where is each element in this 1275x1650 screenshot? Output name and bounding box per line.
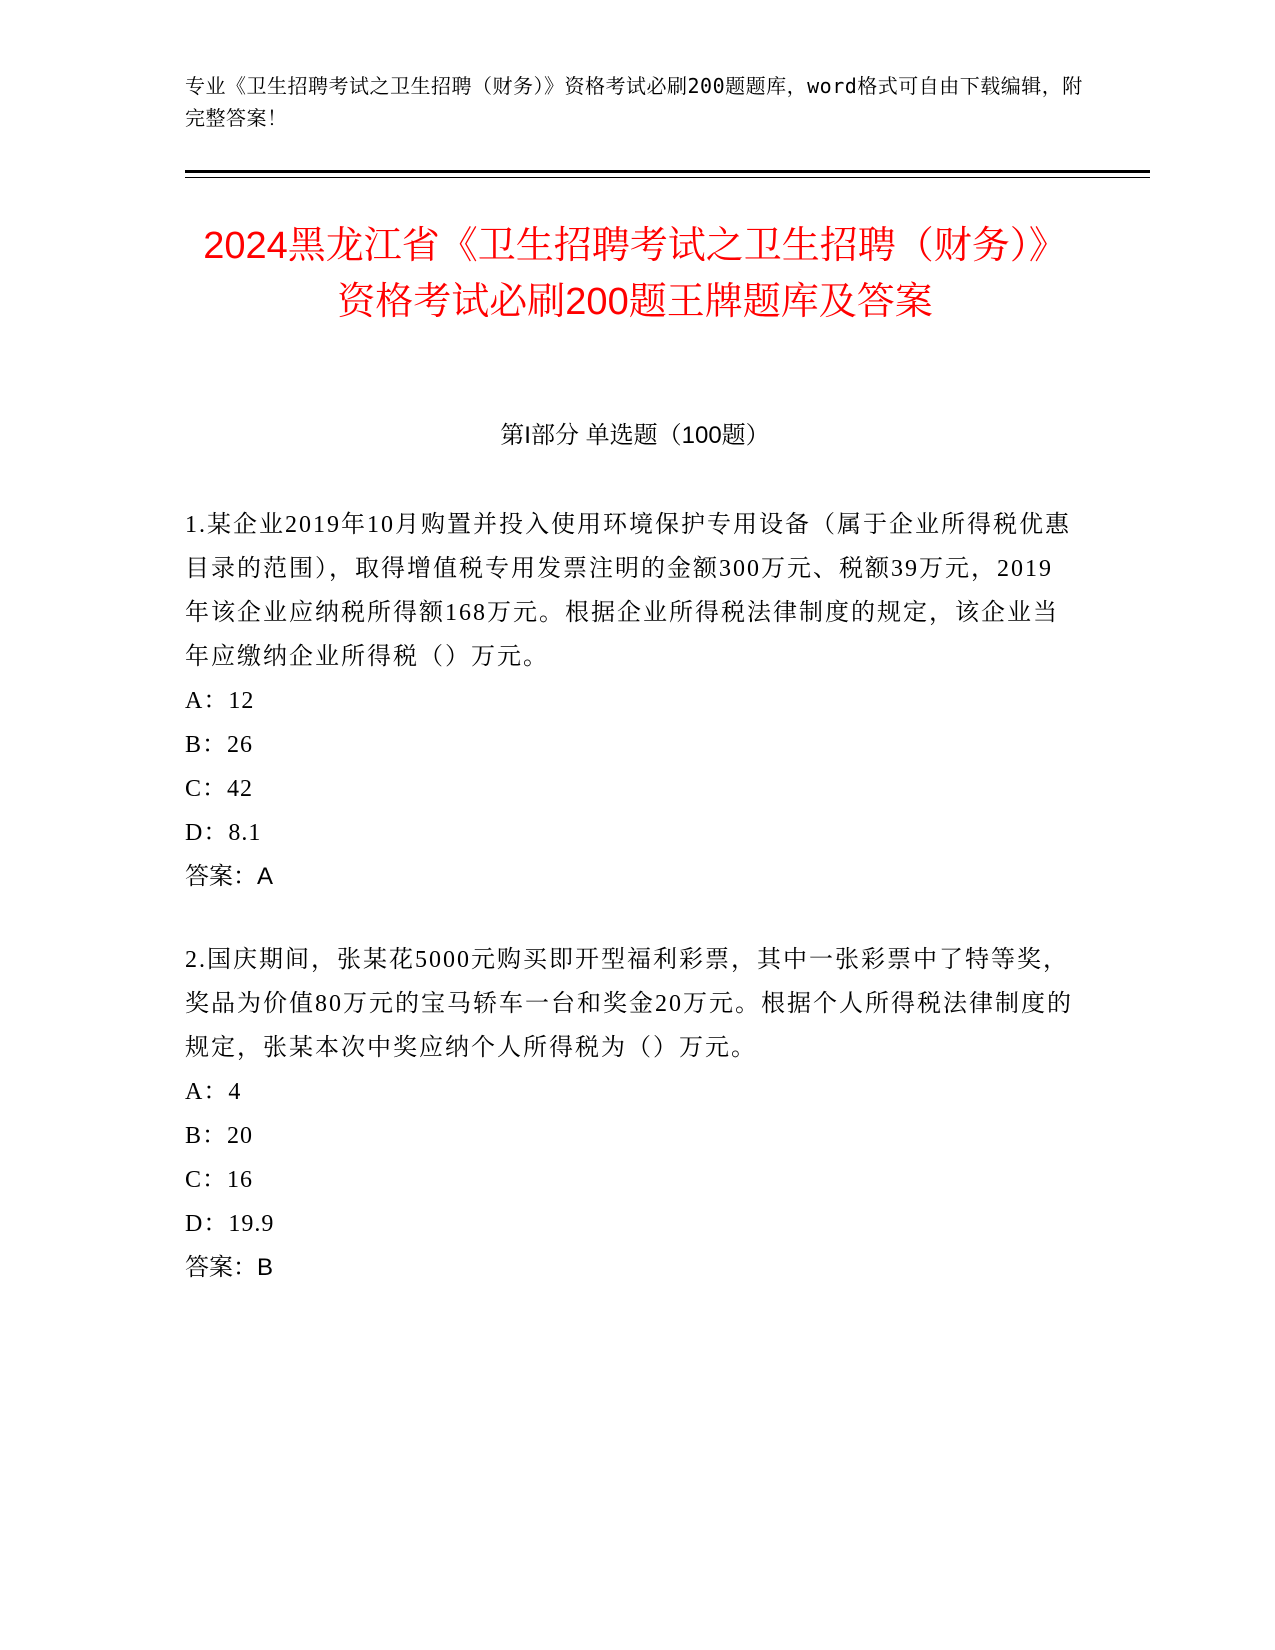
document-title: 2024黑龙江省《卫生招聘考试之卫生招聘（财务）》资格考试必刷200题王牌题库及答案 bbox=[203, 225, 1067, 323]
header-divider-thin bbox=[185, 177, 1150, 178]
option-d: D：19.9 bbox=[185, 1211, 275, 1237]
section-title: 第I部分 单选题（100题） bbox=[500, 422, 770, 449]
question-block bbox=[185, 938, 1075, 1290]
option-c: C：16 bbox=[185, 1167, 254, 1193]
answer-line: 答案：B bbox=[185, 1254, 274, 1281]
answer-line: 答案：A bbox=[185, 863, 274, 890]
header-divider-thick bbox=[185, 170, 1150, 173]
question-block bbox=[185, 503, 1075, 899]
header-note: 专业《卫生招聘考试之卫生招聘（财务）》资格考试必刷200题题库，word格式可自由下载编辑，附完整答案！ bbox=[185, 74, 1083, 130]
option-a: A：4 bbox=[185, 1079, 242, 1105]
question-stem: 1.某企业2019年10月购置并投入使用环境保护专用设备（属于企业所得税优惠目录的范围），取得增值税专用发票注明的金额300万元、税额39万元，2019年该企业应纳税所得额168万元。根据企业所得税法律制度的规定，该企业当年应缴纳企业所得税（）万元。 bbox=[185, 512, 1071, 670]
option-b: B：26 bbox=[185, 732, 254, 758]
option-d: D：8.1 bbox=[185, 820, 262, 846]
option-b: B：20 bbox=[185, 1123, 254, 1149]
option-a: A：12 bbox=[185, 688, 255, 714]
option-c: C：42 bbox=[185, 776, 254, 802]
question-stem: 2.国庆期间，张某花5000元购买即开型福利彩票，其中一张彩票中了特等奖，奖品为价值80万元的宝马轿车一台和奖金20万元。根据个人所得税法律制度的规定，张某本次中奖应纳个人所得税为（）万元。 bbox=[185, 947, 1073, 1061]
